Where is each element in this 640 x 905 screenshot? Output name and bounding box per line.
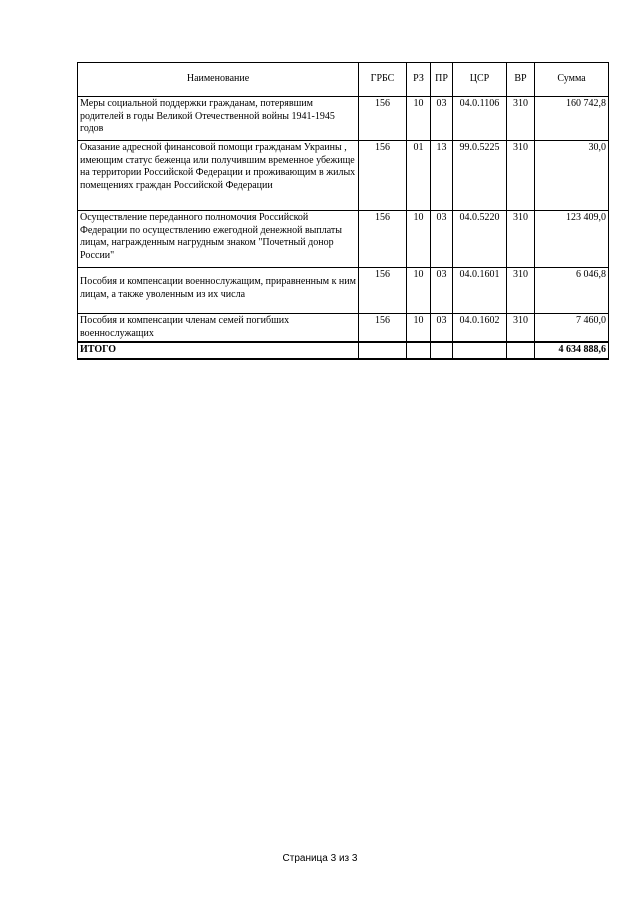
row-pr: 03 <box>431 97 453 141</box>
table-row <box>78 268 609 314</box>
row-sum: 7 460,0 <box>535 314 609 343</box>
table-row <box>78 314 609 343</box>
header-sum: Сумма <box>535 63 609 97</box>
row-csr: 04.0.1602 <box>453 314 507 343</box>
table-row <box>78 141 609 211</box>
header-name: Наименование <box>78 63 359 97</box>
row-csr: 04.0.1601 <box>453 268 507 314</box>
row-sum: 30,0 <box>535 141 609 211</box>
row-sum: 6 046,8 <box>535 268 609 314</box>
total-empty-cell <box>453 342 507 359</box>
row-name: Осуществление переданного полномочия Российской Федерации по осуществлению ежегодной денежной выплаты лицам, награжденным нагрудным знаком "Почетный донор России" <box>78 211 359 268</box>
row-vr: 310 <box>507 141 535 211</box>
total-empty-cell <box>507 342 535 359</box>
row-sum: 123 409,0 <box>535 211 609 268</box>
total-empty-cell <box>431 342 453 359</box>
row-rz: 01 <box>407 141 431 211</box>
row-grbs: 156 <box>359 268 407 314</box>
total-row <box>78 342 609 359</box>
row-vr: 310 <box>507 268 535 314</box>
row-grbs: 156 <box>359 97 407 141</box>
row-pr: 03 <box>431 314 453 343</box>
header-csr: ЦСР <box>453 63 507 97</box>
header-vr: ВР <box>507 63 535 97</box>
row-grbs: 156 <box>359 141 407 211</box>
row-sum: 160 742,8 <box>535 97 609 141</box>
table-header-row <box>78 63 609 97</box>
budget-table <box>77 62 609 360</box>
total-sum: 4 634 888,6 <box>535 342 609 359</box>
row-vr: 310 <box>507 97 535 141</box>
row-name: Меры социальной поддержки гражданам, потерявшим родителей в годы Великой Отечественной войны 1941-1945 годов <box>78 97 359 141</box>
header-grbs: ГРБС <box>359 63 407 97</box>
row-vr: 310 <box>507 314 535 343</box>
row-grbs: 156 <box>359 211 407 268</box>
row-vr: 310 <box>507 211 535 268</box>
row-name: Оказание адресной финансовой помощи гражданам Украины , имеющим статус беженца или получившим временное убежище на территории Российской Федерации и проживающим в жилых помещениях граждан Российской Федерации <box>78 141 359 211</box>
header-rz: РЗ <box>407 63 431 97</box>
row-csr: 99.0.5225 <box>453 141 507 211</box>
row-rz: 10 <box>407 211 431 268</box>
row-pr: 03 <box>431 268 453 314</box>
page-number: Страница 3 из 3 <box>282 853 358 864</box>
table-row <box>78 97 609 141</box>
table-row <box>78 211 609 268</box>
row-rz: 10 <box>407 314 431 343</box>
header-pr: ПР <box>431 63 453 97</box>
row-pr: 13 <box>431 141 453 211</box>
row-csr: 04.0.1106 <box>453 97 507 141</box>
total-label: ИТОГО <box>78 342 359 359</box>
total-empty-cell <box>407 342 431 359</box>
row-rz: 10 <box>407 268 431 314</box>
total-empty-cell <box>359 342 407 359</box>
row-grbs: 156 <box>359 314 407 343</box>
row-name: Пособия и компенсации членам семей погибших военнослужащих <box>78 314 359 343</box>
row-pr: 03 <box>431 211 453 268</box>
row-csr: 04.0.5220 <box>453 211 507 268</box>
row-name: Пособия и компенсации военнослужащим, приравненным к ним лицам, а также уволенным из их числа <box>78 268 359 314</box>
row-rz: 10 <box>407 97 431 141</box>
